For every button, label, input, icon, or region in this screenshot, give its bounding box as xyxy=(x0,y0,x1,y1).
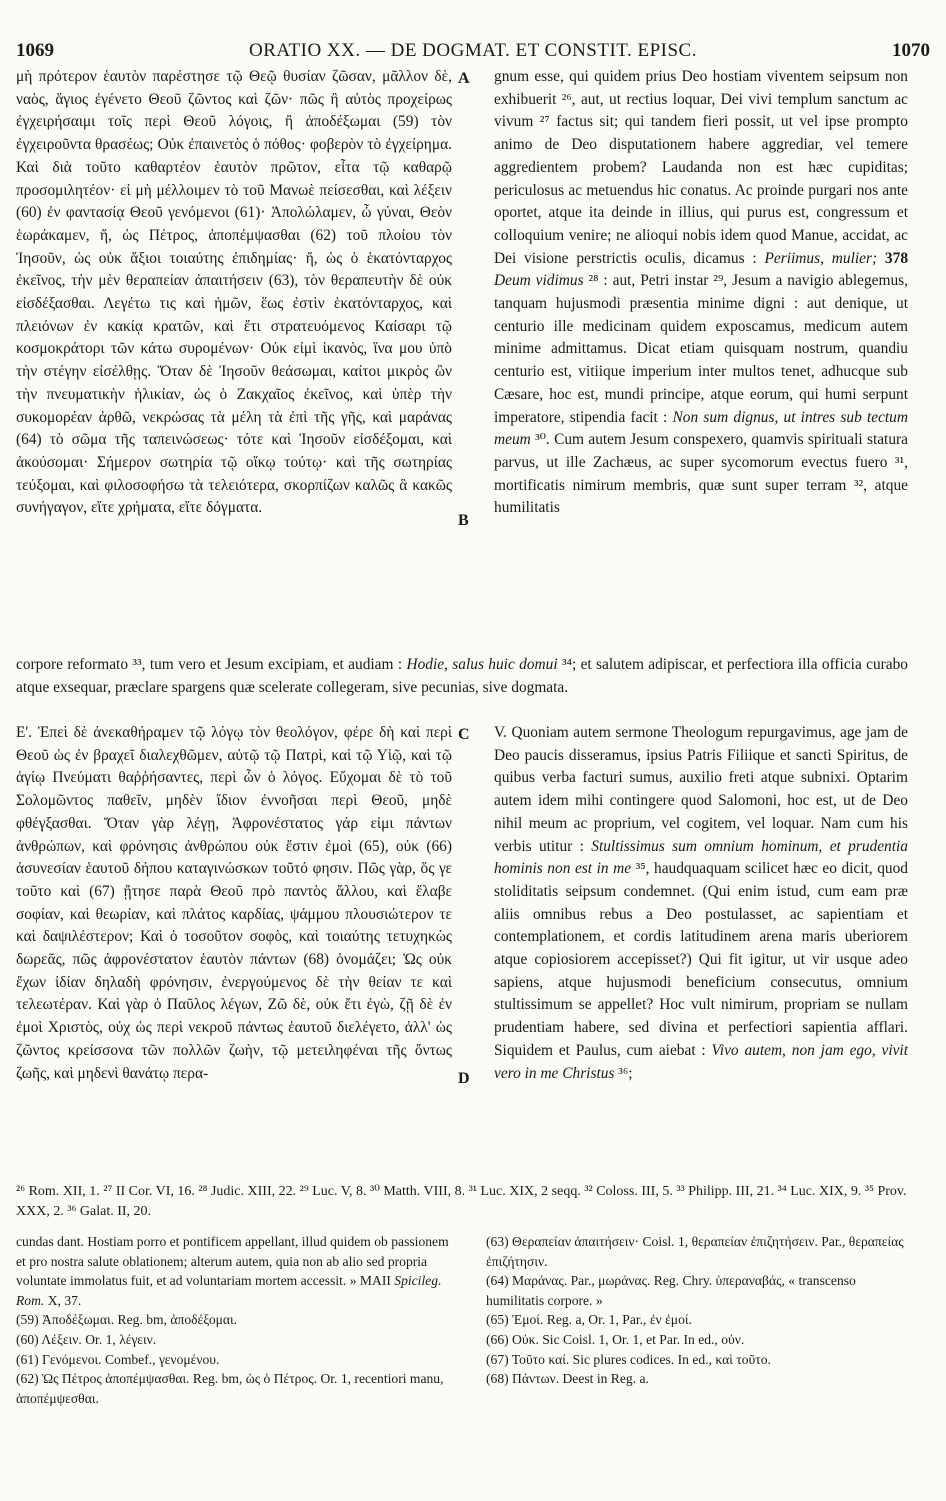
greek-column-bottom xyxy=(16,722,452,1085)
footnote-60: (60) Λέξειν. Or. 1, λέγειν. xyxy=(16,1331,157,1347)
greek-text-bottom: Ε'. Ἐπεὶ δὲ ἀνεκαθήραμεν τῷ λόγῳ τὸν θεολόγον, φέρε δὴ καὶ περὶ Θεοῦ ὡς ἐν βραχεῖ διαλεχθῶμεν, αὐτῷ τῷ Πατρὶ, καὶ τῷ Υἱῷ, καὶ τῷ ἁγίῳ Πνεύματι θαῤῥήσαντες, περὶ ὧν ὁ λόγος. Εὔχομαι δὲ τὸ τοῦ Σολομῶντος παθεῖν, μηδὲν ἴδιον ἐννοῆσαι περὶ Θεοῦ, μηδὲ φθέγξασθαι. Ὅταν γὰρ λέγῃ, Ἀφρονέστατος γάρ εἰμι πάντων ἀνθρώπων, καὶ φρόνησις ἀνθρώπου οὐκ ἔστιν ἐμοὶ (65), οὐκ (66) ἀσυνεσίαν ἑαυτοῦ δήπου καταγινώσκων τοῦτό φησιν. Πῶς γὰρ, ὅς γε τοῦτο καὶ (67) ᾔτησε παρὰ Θεοῦ πρὸ παντὸς ἄλλου, καὶ ἔλαβε σοφίαν, καὶ θεωρίαν, καὶ πλάτος καρδίας, ψάμμου πλουσιώτερον τε καὶ δαψιλέστερον; Καὶ ὁ τοσοῦτον σοφὸς, καὶ τοιαύτης τετυχηκὼς δωρεᾶς, πῶς ἀφρονέστατον ἑαυτὸν πάντων (68) ὀνομάζει; Ὡς οὐκ ἔχων ἰδίαν δηλαδὴ φρόνησιν, ἐνεργούμενος δὲ τὴν θείαν τε καὶ τελεωτέραν. Καὶ γὰρ ὁ Παῦλος λέγων, Ζῶ δὲ, οὐκ ἔτι ἐγὼ, ζῇ δὲ ἐν ἐμοὶ Χριστὸς, οὐχ ὡς περὶ νεκροῦ πάντως ἑαυτοῦ διελέγετο, ἀλλ' ὡς ζῶντος κρείσσονα τῶν πολλῶν ζωὴν, τῷ μετειληφέναι τῆς ὄντως ζωῆς, καὶ μηδενὶ θανάτῳ περα- xyxy=(16,724,452,1082)
footnotes-right xyxy=(486,1232,910,1389)
footnote-59: (59) Ἀποδέξωμαι. Reg. bm, ἀποδέξομαι. xyxy=(16,1312,238,1328)
footnote-67: (67) Τοῦτο καί. Sic plures codices. In ed., καὶ τοῦτο. xyxy=(486,1351,771,1367)
latin-full-width-paragraph: corpore reformato ³³, tum vero et Jesum excipiam, et audiam : Hodie, salus huic domui ³⁴; et salutem adipiscar, et perfectiora illa officia curabo atque exsequar, præclare spargens quæ scelerate collegeram, sive pecunias, sive dogmata. xyxy=(16,656,909,696)
latin-text-bottom: V. Quoniam autem sermone Theologum repurgavimus, age jam de Deo paucis disseramus, ipsius Patris Filiique et sancti Spiritus, de quibus verba facturi sumus, auxilio freti atque subnixi. Optarim autem idem mihi contingere quod Salomoni, hoc est, ut de Deo nihil meum ac proprium, vel cogitem, vel loquar. Nam cum his verbis utitur : Stultissimus sum omnium hominum, et prudentia hominis non est in me ³⁵, haudquaquam scilicet hæc eo dicit, quod stoliditatis seipsum condemnet. (Qui enim istud, cum eam præ aliis omnibus rebus a Deo postulasset, ac sapientiam et contemplationem, et cordis latitudinem arena maris uberiorem atque copiosiorem accepisset?) Qui fit igitur, ut vir usque adeo sapiens, atque hujusmodi beneficium consecutus, omnium stultissimum se appellet? Hoc vult nimirum, propriam se nullam prudentiam habere, sed divina et perfectiori sapientia afflari. Siquidem et Paulus, cum aiebat : Vivo autem, non jam ego, vivit vero in me Christus ³⁶; xyxy=(494,724,908,1082)
scripture-references: ²⁶ Rom. XII, 1. ²⁷ II Cor. VI, 16. ²⁸ Judic. XIII, 22. ²⁹ Luc. V, 8. ³⁰ Matth. VIII, 8. ³¹ Luc. XIX, 2 seqq. ³² Coloss. III, 5. ³³ Philipp. III, 21. ³⁴ Luc. XIX, 9. ³⁵ Prov. XXX, 2. ³⁶ Galat. II, 20. xyxy=(16,1184,907,1219)
footnote-continuation: cundas dant. Hostiam porro et pontificem appellant, illud quidem ob passionem et pro nostra salute oblationem; alterum autem, quia non ab alio sed propria voluntate immolatus fuit, et ad voluntariam mortem accessit. » MAII Spicileg. Rom. X, 37. xyxy=(16,1234,449,1308)
footnotes-left xyxy=(16,1232,456,1408)
margin-letter-a: A xyxy=(458,70,470,87)
greek-text-top: μὴ πρότερον ἑαυτὸν παρέστησε τῷ Θεῷ θυσίαν ζῶσαν, μᾶλλον δὲ, ναὸς, ἅγιος ἐγένετο Θεοῦ ζῶντος καὶ ζῶν· πῶς ἢ αὐτὸς προχείρως ἐγχειρήσαιμι τοῖς περὶ Θεοῦ λόγοις, ἢ ἀποδέξωμαι (59) τὸν ἐγχειροῦντα θρασέως; Οὐκ ἐπαινετὸς ὁ πόθος· φοβερὸν τὸ ἐγχείρημα. Καὶ διὰ τοῦτο καθαρτέον ἑαυτὸν πρῶτον, εἶτα τῷ καθαρῷ προσομιλητέον· εἰ μὴ μέλλοιμεν τὸ τοῦ Μανωὲ πείσεσθαι, καὶ λέξειν (60) ἐν φαντασίᾳ Θεοῦ γενόμενοι (61)· Ἀπολώλαμεν, ὦ γύναι, Θεὸν ἑωράκαμεν, ἤ, ὡς Πέτρος, ἀποπέμψασθαι (62) τοῦ πλοίου τὸν Ἰησοῦν, ὡς οὐκ ἄξιοι τοιαύτης ἐπιδημίας· ἤ, ὡς ὁ ἑκατόνταρχος ἐκεῖνος, τὴν μὲν θεραπείαν ἀπαιτήσειν (63), τὸν θεραπευτὴν δὲ οὐκ εἰσδέξασθαι. Λεγέτω τις καὶ ἡμῶν, ἕως ἐστὶν ἑκατόνταρχος, καὶ πλειόνων ἐν κακίᾳ κρατῶν, καὶ ἔτι στρατευόμενος Καίσαρι τῷ κοσμοκράτορι τῶν κάτω συρομένων· Οὐκ εἰμὶ ἱκανὸς, ἵνα μου ὑπὸ τὴν στέγην εἰσέλθῃς. Ὅταν δὲ Ἰησοῦν θεάσωμαι, καίτοι μικρὸς ὢν τὴν πνευματικὴν ἡλικίαν, ὡς ὁ Ζακχαῖος ἐκεῖνος, καὶ ὑπὲρ τὴν συκομορέαν ἀρθῶ, νεκρώσας τὰ μέλη τὰ ἐπὶ τῆς γῆς, καὶ μαράνας (64) τὸ σῶμα τῆς ταπεινώσεως· τότε καὶ Ἰησοῦν εἰσδέξομαι, καὶ ἀκούσομαι· Σήμερον σωτηρία τῷ οἴκῳ τούτῳ· καὶ τῆς σωτηρίας τεύξομαι, καὶ φιλοσοφήσω τὰ τελειότερα, σκορπίζων καλῶς ἃ κακῶς συνήγαγον, εἴτε χρήματα, εἴτε δόγματα. xyxy=(16,68,452,517)
footnote-62: (62) Ὡς Πέτρος ἀποπέμψασθαι. Reg. bm, ὡς ὁ Πέτρος. Or. 1, recentiori manu, ἀποπέμψεσθαι. xyxy=(16,1371,444,1406)
right-page-number: 1070 xyxy=(892,40,930,61)
margin-letter-b: B xyxy=(458,512,469,529)
greek-column-top xyxy=(16,66,452,520)
left-page-number: 1069 xyxy=(16,40,54,61)
footnote-63: (63) Θεραπείαν ἀπαιτήσειν· Coisl. 1, θεραπείαν ἐπιζητήσειν. Par., θεραπείας ἐπιζήτησιν. xyxy=(486,1234,904,1269)
latin-column-bottom xyxy=(494,722,908,1085)
footnote-68: (68) Πάντων. Deest in Reg. a. xyxy=(486,1371,649,1387)
margin-letter-c: C xyxy=(458,726,470,743)
margin-letter-d: D xyxy=(458,1070,470,1087)
latin-column-top xyxy=(494,66,908,520)
footnote-66: (66) Οὐκ. Sic Coisl. 1, Or. 1, et Par. In ed., οὐν. xyxy=(486,1331,745,1347)
footnote-61: (61) Γενόμενοι. Combef., γενομένου. xyxy=(16,1351,220,1367)
latin-text-top: gnum esse, qui quidem prius Deo hostiam viventem seipsum non exhibuerit ²⁶, aut, ut rectius loquar, Dei vivi templum sanctum ac vivum ²⁷ factus sit; qui tandem fieri possit, ut vel ipse prompto animo de Deo disputationem habere aggrediar, vel temere aggredientem probem? Laudanda non est hæc cupiditas; periculosus ac metuendus hic conatus. Ac proinde purgari nos ante oportet, atque ita deinde in illius, qui purus est, congressum et colloquium venire; ne alioqui nobis idem quod Manue, accidat, ac Dei visione perstrictis oculis, dicamus : Periimus, mulier; 378 Deum vidimus ²⁸ : aut, Petri instar ²⁹, Jesum a navigio ablegemus, tanquam hujusmodi præsentia minime digni : aut denique, ut centurio ille medicinam quidem exposcamus, medicum autem minime admittamus. Dicat etiam quisquam nostrum, quandiu centurio est, vitiique imperium inter multos tenet, adhucque sub Cæsare, hoc est, mundi principe, atque eorum, qui humi serpunt imperatore, stipendia facit : Non sum dignus, ut intres sub tectum meum ³⁰. Cum autem Jesum conspexero, quamvis spirituali statura parvus, ut ille Zachæus, ac super sycomorum evectus fuero ³¹, mortificatis nimirum membris, quæ sunt super terram ³², atque humilitatis xyxy=(494,68,909,517)
running-title: ORATIO XX. — DE DOGMAT. ET CONSTIT. EPISC. xyxy=(249,40,697,61)
page-header xyxy=(16,40,930,66)
footnote-65: (65) Ἐμοί. Reg. a, Or. 1, Par., ἐν ἐμοί. xyxy=(486,1312,692,1328)
footnote-64: (64) Μαράνας. Par., μωράνας. Reg. Chry. ὑπεραναβάς, « transcenso humilitatis corpore. » xyxy=(486,1273,856,1308)
